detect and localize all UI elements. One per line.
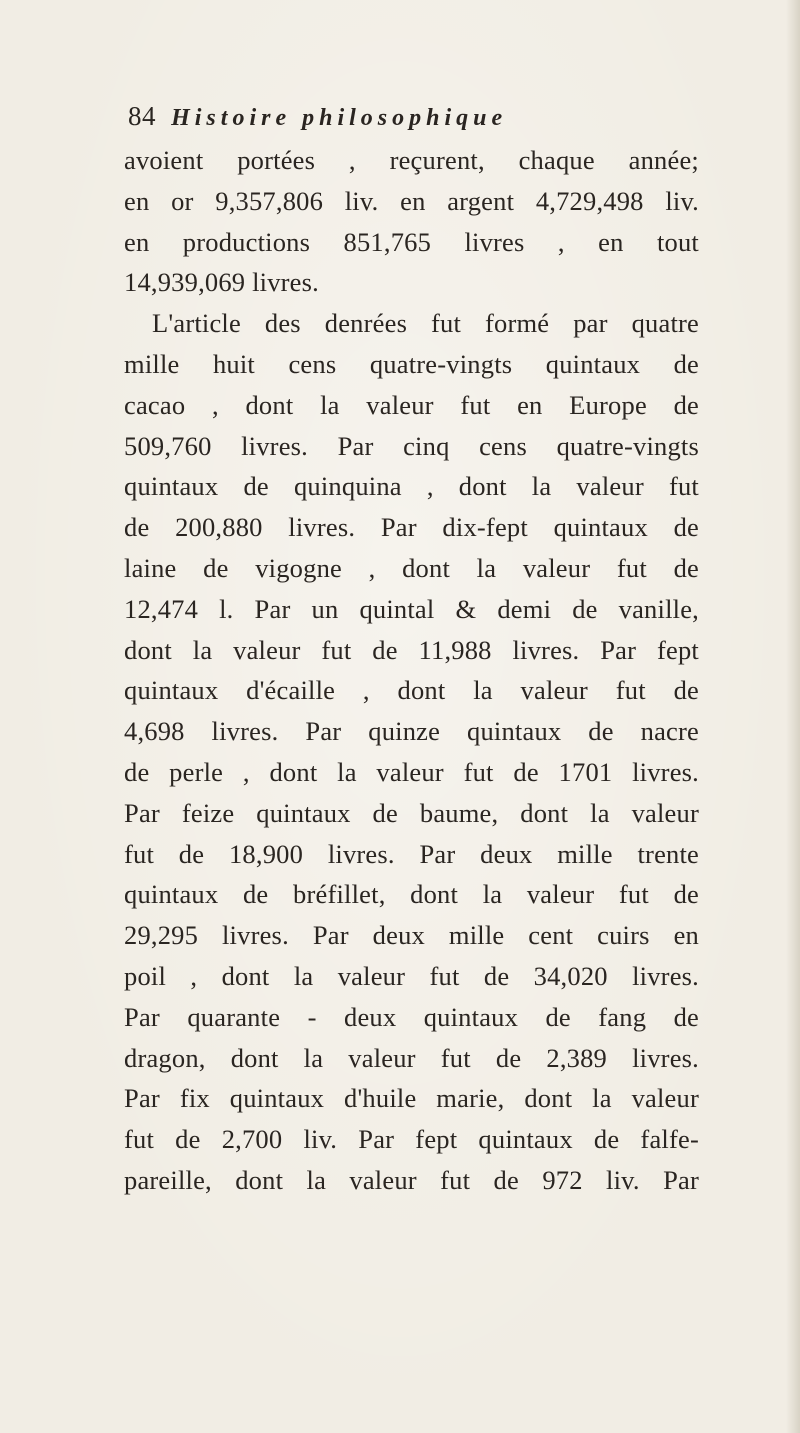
text-line: quintaux d'écaille , dont la valeur fut de: [124, 675, 699, 706]
text-line: quintaux de quinquina , dont la valeur fut: [124, 471, 699, 502]
text-line: L'article des denrées fut formé par quatre: [152, 308, 699, 339]
running-title: Histoire philosophique: [171, 105, 508, 131]
text-line: dragon, dont la valeur fut de 2,389 livres.: [124, 1042, 699, 1073]
text-line: cacao , dont la valeur fut en Europe de: [124, 389, 699, 420]
text-line: de perle , dont la valeur fut de 1701 livres.: [124, 756, 699, 787]
text-line: Par feize quintaux de baume, dont la valeur: [124, 797, 699, 828]
text-line: de 200,880 livres. Par dix-fept quintaux de: [124, 512, 699, 543]
text-line: dont la valeur fut de 11,988 livres. Par fept: [124, 634, 699, 665]
text-line: laine de vigogne , dont la valeur fut de: [124, 552, 699, 583]
text-line: en productions 851,765 livres , en tout: [124, 226, 699, 257]
text-line: fut de 2,700 liv. Par fept quintaux de falfe-: [124, 1124, 699, 1155]
text-line: mille huit cens quatre-vingts quintaux de: [124, 348, 699, 379]
text-line: 509,760 livres. Par cinq cens quatre-vingts: [124, 430, 699, 461]
text-line: avoient portées , reçurent, chaque année;: [124, 145, 699, 175]
text-line: 29,295 livres. Par deux mille cent cuirs en: [124, 920, 699, 951]
text-line: poil , dont la valeur fut de 34,020 livres.: [124, 960, 699, 991]
text-line: 12,474 l. Par un quintal & demi de vanille,: [124, 593, 699, 624]
text-line: 14,939,069 livres.: [124, 267, 319, 298]
body-text: [124, 140, 699, 1201]
text-line: Par fix quintaux d'huile marie, dont la valeur: [124, 1083, 699, 1114]
running-head: [128, 101, 688, 141]
text-line: Par quarante - deux quintaux de fang de: [124, 1001, 699, 1032]
text-line: 4,698 livres. Par quinze quintaux de nacre: [124, 716, 699, 747]
text-line: pareille, dont la valeur fut de 972 liv. Par: [124, 1164, 699, 1195]
text-line: en or 9,357,806 liv. en argent 4,729,498 liv.: [124, 185, 699, 216]
text-line: fut de 18,900 livres. Par deux mille trente: [124, 838, 699, 869]
page-edge-shadow: [786, 0, 800, 1433]
page-number: 84: [128, 101, 156, 131]
text-line: quintaux de bréfillet, dont la valeur fut de: [124, 879, 699, 910]
